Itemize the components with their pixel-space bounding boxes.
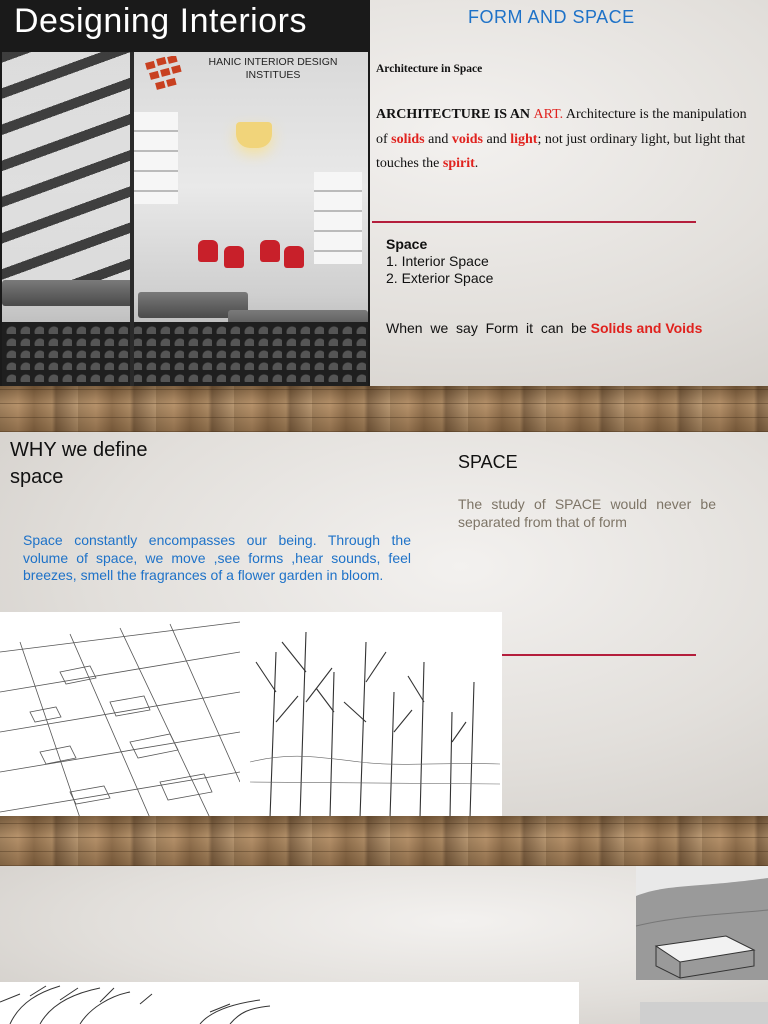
para-text: ; not just ordinary light, but light that touches the: [376, 131, 746, 171]
form-line-text: When we say Form it can be: [386, 320, 591, 336]
institute-logo-icon: [142, 56, 192, 96]
sketch-illustrations: [0, 612, 502, 816]
sketch-thumbnail: [640, 1002, 768, 1024]
slide-title: WHY we define space: [10, 439, 148, 488]
space-heading: Space: [386, 236, 428, 252]
shoe-shelf-left: [130, 112, 178, 204]
red-chair: [260, 240, 280, 262]
slide-title: FORM AND SPACE: [468, 7, 635, 27]
space-study-text: The study of SPACE would never be separated from that of form: [458, 496, 716, 530]
list-item: 1. Interior Space: [386, 253, 489, 269]
para-text: and: [482, 131, 511, 147]
word-voids: voids: [451, 131, 483, 147]
red-chair: [198, 240, 218, 262]
divider-rule: [372, 221, 696, 223]
shoe-shelf-right: [314, 172, 362, 264]
architecture-paragraph: [376, 103, 760, 177]
wood-floor-band: [0, 386, 768, 432]
tree-line-sketch: [0, 982, 579, 1024]
city-and-forest-sketch: [0, 612, 502, 816]
space-title: SPACE: [458, 452, 518, 472]
para-text: Architecture is the manipulation of: [376, 107, 747, 147]
word-solids: solids: [391, 131, 425, 147]
slide-space-sketches: [0, 866, 768, 1024]
slide-form-and-space: [0, 0, 768, 386]
list-item: 2. Exterior Space: [386, 270, 494, 286]
word-art: ART.: [533, 107, 564, 122]
wood-floor-band: [0, 816, 768, 866]
tree-sketch: [0, 982, 579, 1024]
form-line: [386, 320, 702, 336]
staircase: [2, 52, 132, 302]
divider-rule: [500, 654, 696, 656]
word-light: light: [510, 131, 538, 147]
slide-why-define-space: [0, 432, 768, 816]
photo-title: Designing Interiors: [14, 2, 307, 40]
form-emphasis: Solids and Voids: [590, 320, 703, 336]
bench: [2, 280, 134, 306]
space-paragraph: Space constantly encompasses our being. Through the volume of space, we move ,see forms ,hear sounds, feel breezes, smell the fragrances of a flower garden in bloom.: [23, 532, 411, 583]
showroom-image: [2, 52, 368, 386]
window-frame: [130, 52, 134, 386]
photo-subtitle: HANIC INTERIOR DESIGN INSTITUES: [208, 56, 338, 81]
pebble-bed: [2, 322, 368, 386]
para-text: and: [424, 131, 452, 147]
word-spirit: spirit: [442, 156, 475, 171]
space-list: [386, 253, 493, 287]
red-chair: [224, 246, 244, 268]
red-chair: [284, 246, 304, 268]
open-box-sketch: [636, 866, 768, 980]
void-sketch: [636, 866, 768, 980]
interior-photo: [0, 0, 370, 386]
subtitle: Architecture in Space: [376, 63, 483, 75]
pendant-lamp: [236, 122, 272, 148]
para-lead: ARCHITECTURE IS AN: [376, 107, 534, 122]
para-text: .: [474, 156, 479, 171]
